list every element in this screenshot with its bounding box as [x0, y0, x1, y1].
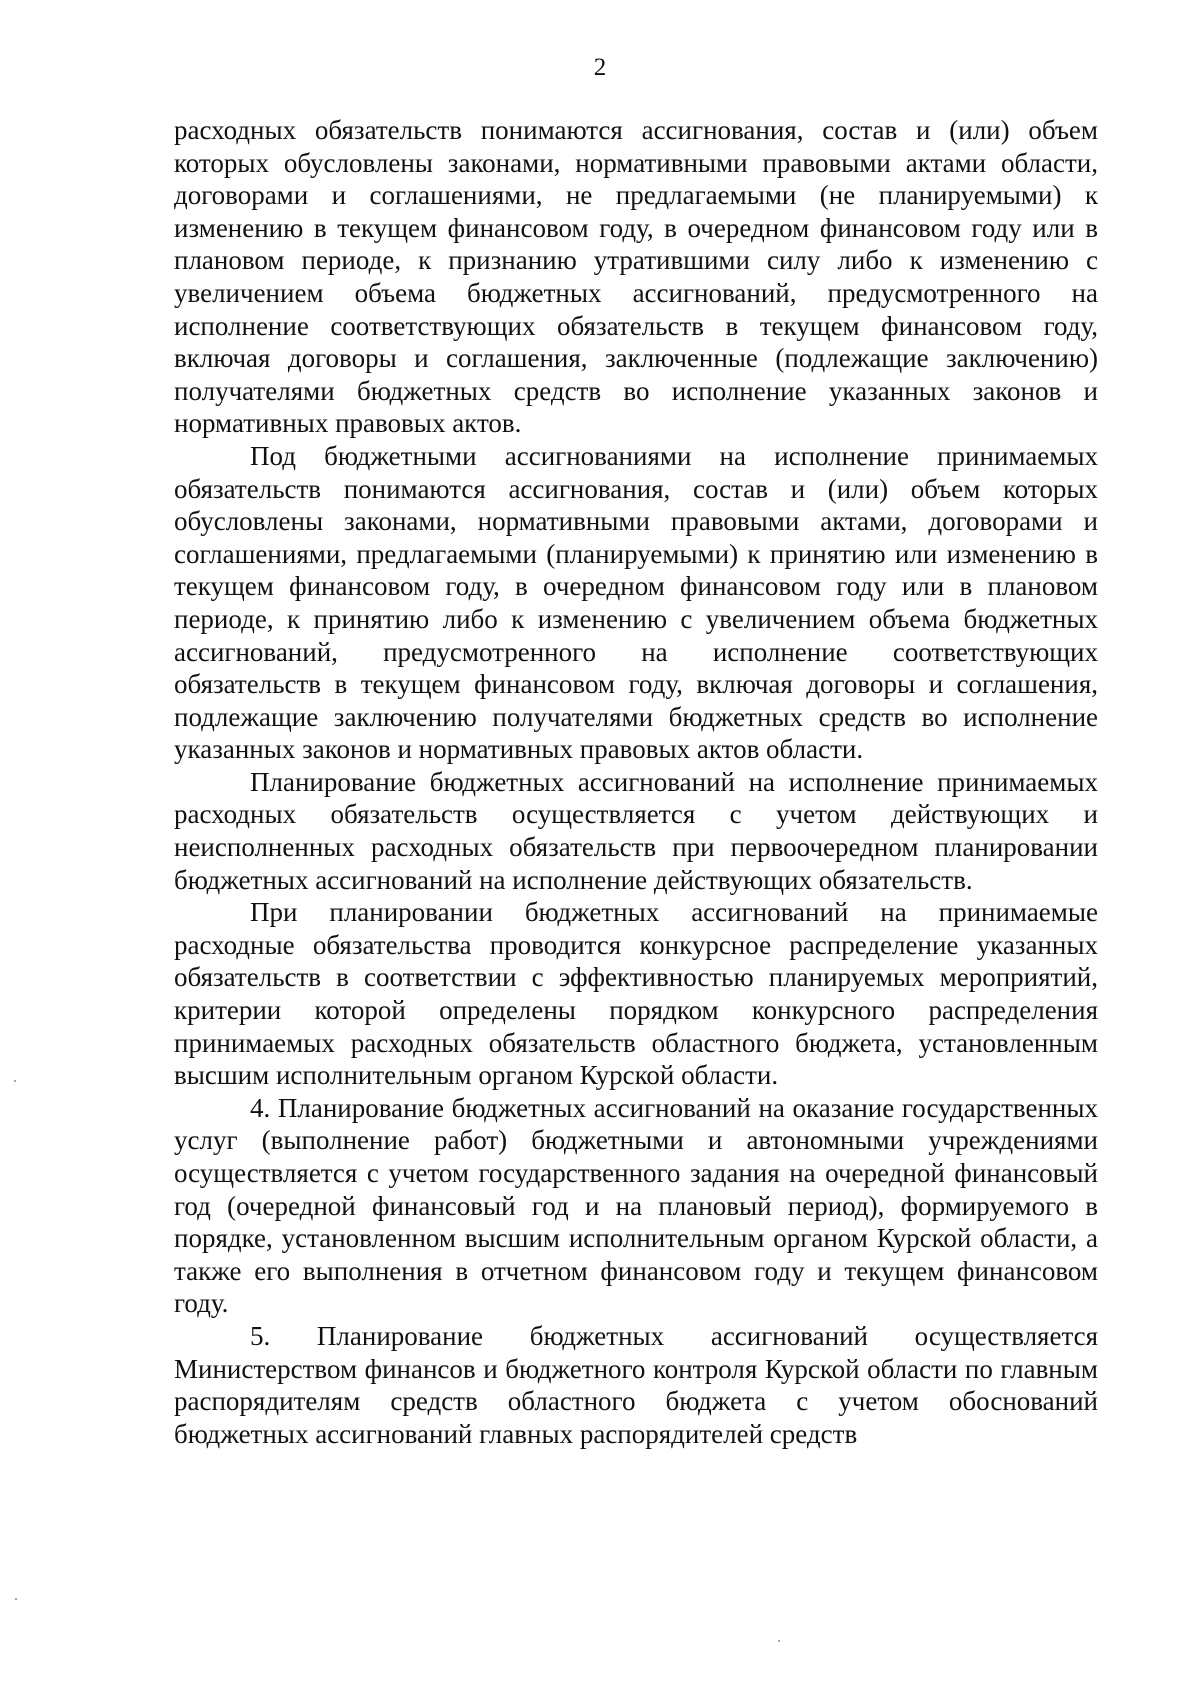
scan-speck: [15, 1598, 17, 1600]
paragraph-item-4: 4. Планирование бюджетных ассигнований на оказание государственных услуг (выполнение работ) бюджетными и автономными учреждениями осуществляется с учетом государственного задания на очередной финансовый год (очередной финансовый год и на плановый период), формируемого в порядке, установленном высшим исполнительным органом Курской области, а также его выполнения в отчетном финансовом году и текущем финансовом году.: [174, 1092, 1098, 1319]
scan-speck: [14, 1080, 16, 1082]
paragraph-item-5: 5. Планирование бюджетных ассигнований осуществляется Министерством финансов и бюджетного контроля Курской области по главным распорядителям средств областного бюджета с учетом обоснований бюджетных ассигнований главных распорядителей средств: [174, 1320, 1098, 1449]
paragraph-planning-accepted: Планирование бюджетных ассигнований на исполнение принимаемых расходных обязательств осуществляется с учетом действующих и неисполненных расходных обязательств при первоочередном планировании бюджетных ассигнований на исполнение действующих обязательств.: [174, 766, 1098, 895]
paragraph-accepted-obligations: Под бюджетными ассигнованиями на исполнение принимаемых обязательств понимаются ассигнования, состав и (или) объем которых обусловлены законами, нормативными правовыми актами, договорами и соглашениями, предлагаемыми (планируемыми) к принятию или изменению в текущем финансовом году, в очередном финансовом году или в плановом периоде, к принятию либо к изменению с увеличением объема бюджетных ассигнований, предусмотренного на исполнение соответствующих обязательств в текущем финансовом году, включая договоры и соглашения, подлежащие заключению получателями бюджетных средств во исполнение указанных законов и нормативных правовых актов области.: [174, 440, 1098, 765]
scan-speck: [778, 1640, 780, 1642]
page-number: 2: [593, 54, 607, 81]
document-body: [174, 114, 1098, 1450]
paragraph-continuation: расходных обязательств понимаются ассигнования, состав и (или) объем которых обусловлены законами, нормативными правовыми актами области, договорами и соглашениями, не предлагаемыми (не планируемыми) к изменению в текущем финансовом году, в очередном финансовом году или в плановом периоде, к признанию утратившими силу либо к изменению с увеличением объема бюджетных ассигнований, предусмотренного на исполнение соответствующих обязательств в текущем финансовом году, включая договоры и соглашения, заключенные (подлежащие заключению) получателями бюджетных средств во исполнение указанных законов и нормативных правовых актов.: [174, 115, 1098, 439]
paragraph-competitive-distribution: При планировании бюджетных ассигнований на принимаемые расходные обязательства проводится конкурсное распределение указанных обязательств в соответствии с эффективностью планируемых мероприятий, критерии которой определены порядком конкурсного распределения принимаемых расходных обязательств областного бюджета, установленным высшим исполнительным органом Курской области.: [174, 897, 1098, 1091]
